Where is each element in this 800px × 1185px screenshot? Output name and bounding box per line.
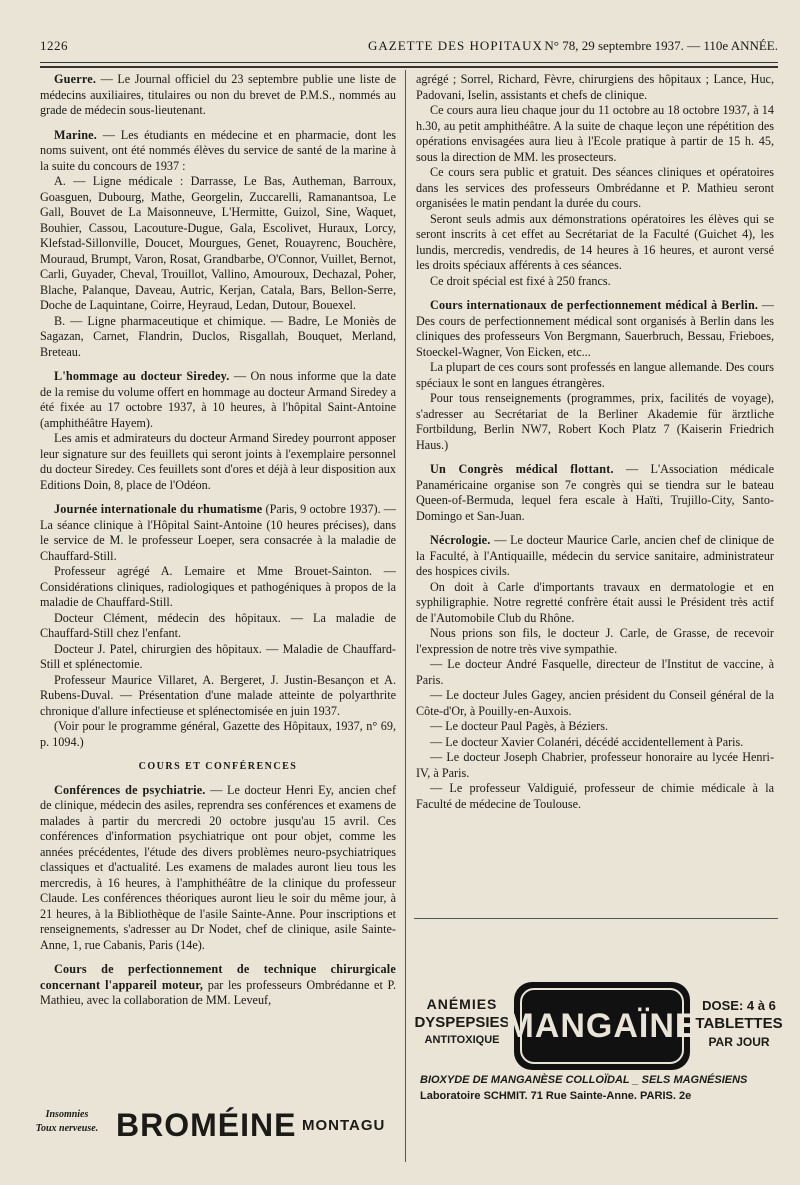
article-psychiatrie	[40, 783, 396, 954]
article-paragraph: Nous prions son fils, le docteur J. Carle, de Grasse, de recevoir l'expression de notre très vive sympathie.	[416, 626, 774, 656]
article-paragraph: — Le docteur André Fasquelle, directeur de l'Institut de vaccine, à Paris.	[416, 657, 774, 687]
article-paragraph: Ce droit spécial est fixé à 250 francs.	[430, 273, 611, 288]
header-rule-thick	[40, 66, 778, 68]
article-text: par les professeurs Ombrédanne et P. Mathieu, avec la collaboration de MM. Leveuf,	[40, 977, 396, 1007]
ad-text: Toux nerveuse.	[35, 1123, 99, 1134]
article-paragraph: (Voir pour le programme général, Gazette des Hôpitaux, 1937, n° 69, p. 1094.)	[40, 719, 396, 749]
ad-brand: BROMÉINE	[116, 1107, 297, 1143]
ad-text: Insomnies	[45, 1109, 89, 1120]
mangaine-advertisement	[414, 978, 784, 1108]
article-text: — Le Journal officiel du 23 septembre publie une liste de médecins auxiliaires, titulaires ou non du brevet de P.M.S., nommés au grade de médecin sous-lieutenant.	[40, 72, 396, 117]
article-paragraph: — Le professeur Valdiguié, professeur de chimie médicale à la Faculté de médecine de Toulouse.	[416, 781, 774, 811]
issue-info: N° 78, 29 septembre 1937. — 110e ANNÉE.	[544, 38, 778, 53]
ad-brand-box	[505, 982, 699, 1070]
article-text: — L'Association médicale Panaméricaine organise son 7e congrès qui se tiendra sur le bateau Queen-of-Bermuda, lequel fera escale à Haïti, Trujillo-City, Santo-Domingo et San-Juan.	[416, 462, 774, 523]
article-paragraph: Docteur J. Patel, chirurgien des hôpitaux. — Maladie de Chauffard-Still et splénectomie.	[40, 641, 396, 671]
left-column	[40, 72, 396, 1018]
article-berlin	[416, 298, 774, 453]
ad-indications	[414, 996, 510, 1046]
article-paragraph: — Le docteur Joseph Chabrier, professeur honoraire au lycée Henri-IV, à Paris.	[416, 750, 774, 780]
article-paragraph: Ce cours aura lieu chaque jour du 11 octobre au 18 octobre 1937, à 14 h.30, au petit amphithéâtre. A la suite de chaque leçon une répétition des opérations envisagées aura lieu à l'Ecole pratique à partir de 15 h. 45, sous la direction de MM. les prosecteurs.	[416, 103, 774, 164]
page-header	[40, 38, 778, 60]
article-text: — On nous informe que la date de la remise du volume offert en hommage au docteur Armand Siredey a été fixée au 17 octobre 1937, à 10 heures, à l'hôpital Saint-Antoine (amphithéâtre Hayem).	[40, 369, 396, 430]
article-paragraph: agrégé ; Sorrel, Richard, Fèvre, chirurgiens des hôpitaux ; Lance, Huc, Padovani, Iselin, assistants et chefs de clinique.	[416, 72, 774, 102]
ad-composition: BIOXYDE DE MANGANÈSE COLLOÏDAL _ SELS MAGNÉSIENS	[420, 1074, 748, 1086]
article-necrologie	[416, 533, 774, 812]
ad-separator	[414, 918, 778, 919]
ad-indications	[32, 1108, 102, 1136]
article-heading: Cours internationaux de perfectionnement médical à Berlin.	[430, 298, 759, 312]
article-siredey	[40, 369, 396, 493]
article-text: — Le docteur Maurice Carle, ancien chef de clinique de la Faculté, à l'Antiquaille, médecin du service sanitaire, administrateur des hospices civils.	[416, 533, 774, 578]
ad-text: ANÉMIES	[426, 996, 498, 1012]
header-rule	[40, 62, 778, 63]
article-paragraph: On doit à Carle d'importants travaux en dermatologie et en syphiligraphie. Notre regretté confrère était aussi le Président très actif de l'Automobile Club du Rhône.	[416, 579, 774, 625]
article-paragraph: Professeur agrégé A. Lemaire et Mme Brouet-Sainton. — Considérations cliniques, radiologiques et pathogéniques à propos de la maladie de Chauffard-Still.	[40, 564, 396, 609]
article-paragraph: — Le docteur Paul Pagès, à Béziers.	[430, 719, 609, 733]
article-paragraph: Seront seuls admis aux démonstrations opératoires les élèves qui se seront inscrits à cet effet au Secrétariat de la Faculté (Guichet 4), les lundis, mercredis, vendredis, de 14 heures à 16 heures, et auront versé les droits spéciaux afférents à ces séances.	[416, 211, 774, 272]
article-heading: Conférences de psychiatrie.	[54, 782, 206, 797]
bromeine-advertisement	[32, 1105, 404, 1155]
article-marine	[40, 128, 396, 361]
article-heading: Guerre.	[54, 72, 97, 86]
article-heading: Cours de perfectionnement de technique chirurgicale concernant l'appareil moteur,	[40, 962, 396, 992]
article-paragraph: Docteur Clément, médecin des hôpitaux. — La maladie de Chauffard-Still chez l'enfant.	[40, 610, 396, 640]
article-paragraph: B. — Ligne pharmaceutique et chimique. — Badre, Le Moniès de Sagazan, Carnet, Flandrin, Duclos, Risgallah, Bouquet, Merland, Breteau.	[40, 313, 396, 359]
ad-maker: MONTAGU	[302, 1117, 386, 1134]
article-text: (Paris, 9 octobre 1937). — La séance clinique à l'Hôpital Saint-Antoine (10 heures précises), dans le service de M. le professeur Loeper, sera consacrée à la maladie de Chauffard-Still.	[40, 502, 396, 563]
article-congres	[416, 462, 774, 524]
ad-text: ANTITOXIQUE	[424, 1034, 500, 1046]
article-paragraph: Professeur Maurice Villaret, A. Bergeret, J. Justin-Besançon et A. Rubens-Duval. — Présentation d'une malade atteinte de polyarthrite chronique d'allure infectieuse et splénectomisée en juin 1937.	[40, 672, 396, 718]
article-heading: Nécrologie.	[430, 533, 491, 547]
ad-dosage	[694, 998, 784, 1049]
article-text: — Des cours de perfectionnement médical sont organisés à Berlin dans les cliniques des professeurs Von Bergmann, Sauerbruch, Bessau, Frieboes, Stoeckel-Wagner, Von Eicken, etc...	[416, 298, 774, 359]
article-text: — Les étudiants en médecine et en pharmacie, dont les noms suivent, ont été nommés élèves du service de santé de la marine à la suite du concours de 1937 :	[40, 127, 396, 173]
article-chirurgie	[40, 962, 396, 1009]
article-paragraph: — Le docteur Xavier Colanéri, décédé accidentellement à Paris.	[430, 734, 744, 749]
article-paragraph: La plupart de ces cours sont professés en langue allemande. Des cours spéciaux le sont en langues étrangères.	[416, 360, 774, 390]
article-paragraph: — Le docteur Jules Gagey, ancien président du Conseil général de la Côte-d'Or, à Pouilly-en-Auxois.	[416, 688, 774, 718]
journal-title: GAZETTE DES HOPITAUX	[368, 38, 543, 53]
article-chirurgie-continued	[416, 72, 774, 289]
article-paragraph: Pour tous renseignements (programmes, prix, facilités de voyage), s'adresser au Secrétariat de la Berliner Akademie für ärztliche Fortbildung, Berlin NW7, Robert Koch Platz 7 (Kaiserin Friedrich Haus.)	[416, 391, 774, 452]
article-heading: Marine.	[54, 127, 98, 142]
article-paragraph: Les amis et admirateurs du docteur Armand Siredey pourront apposer leur signature sur des feuillets qui seront joints à l'exemplaire personnel du docteur Siredey. Ces feuillets sont d'ores et déjà à leur disposition aux Editions Doin, 8, place de l'Odéon.	[40, 431, 396, 492]
article-text: — Le docteur Henri Ey, ancien chef de clinique, médecin des asiles, reprendra ses conférences et examens de malades à partir du mercredi 20 octobre jusqu'au 15 avril. Ces conférences d'information psychiatrique ont pour objet, comme les années précédentes, l'étude des divers problèmes neuro-psychiatriques classiques et d'actualité. Les examens de malades auront lieu tous les mercredis, à 16 heures, à l'amphithéâtre de la clinique du professeur Claude. Les conférences théoriques auront lieu le soir du même jour, à 21 heures, à la Bibliothèque de l'asile Sainte-Anne. Pour inscriptions et renseignements, s'adresser au Dr Nodet, chef de clinique, asile Sainte-Anne, 1, rue Cabanis, Paris (14e).	[40, 782, 396, 952]
right-column	[416, 72, 774, 821]
article-heading: Un Congrès médical flottant.	[430, 462, 614, 476]
ad-text: PAR JOUR	[708, 1035, 770, 1049]
ad-laboratory: Laboratoire SCHMIT. 71 Rue Sainte-Anne. PARIS. 2e	[420, 1090, 692, 1102]
column-divider	[405, 70, 406, 1162]
article-heading: Journée internationale du rhumatisme	[54, 502, 263, 516]
article-heading: L'hommage au docteur Siredey.	[54, 369, 230, 383]
article-rhumatisme	[40, 502, 396, 750]
ad-text: DYSPEPSIES	[414, 1014, 510, 1031]
ad-text: TABLETTES	[695, 1015, 783, 1032]
section-heading: COURS ET CONFÉRENCES	[138, 761, 298, 772]
ad-text: DOSE: 4 à 6	[702, 998, 776, 1013]
article-paragraph: A. — Ligne médicale : Darrasse, Le Bas, Autheman, Barroux, Goasguen, Dubourg, Mathe, Georgelin, Zuccarelli, Ramanantsoa, Le Gall, Bouvet de La Maisonneuve, L'Hermitte, Guizol, Sine, Waquet, Bouhier, Cassou, Lacouture-Dugue, Gala, Escolivet, Huraux, Lorcy, Klefstad-Sillonville, Doucet, Mourgues, Genet, Rouayrenc, Bouchère, Mouraud, Brumpt, Varon, Rosat, Grandbarbe, O'Connor, Vuillet, Bernot, Carli, Guyader, Cheval, Trouillot, Vallino, Amouroux, Dechazal, Poher, Blache, Palanque, Daveau, Autric, Kerjan, Catala, Bars, Bellon-Serre, Doche de Laquintane, Coirre, Heyraud, Ledan, Dutour, Bouexel.	[40, 174, 396, 312]
article-paragraph: Ce cours sera public et gratuit. Des séances cliniques et opératoires dans les services des professeurs Ombrédanne et P. Mathieu seront organisées le matin pendant la durée du cours.	[416, 165, 774, 210]
article-guerre	[40, 72, 396, 119]
ad-brand: MANGAÏNE	[505, 1006, 699, 1045]
page-number: 1226	[40, 38, 68, 53]
